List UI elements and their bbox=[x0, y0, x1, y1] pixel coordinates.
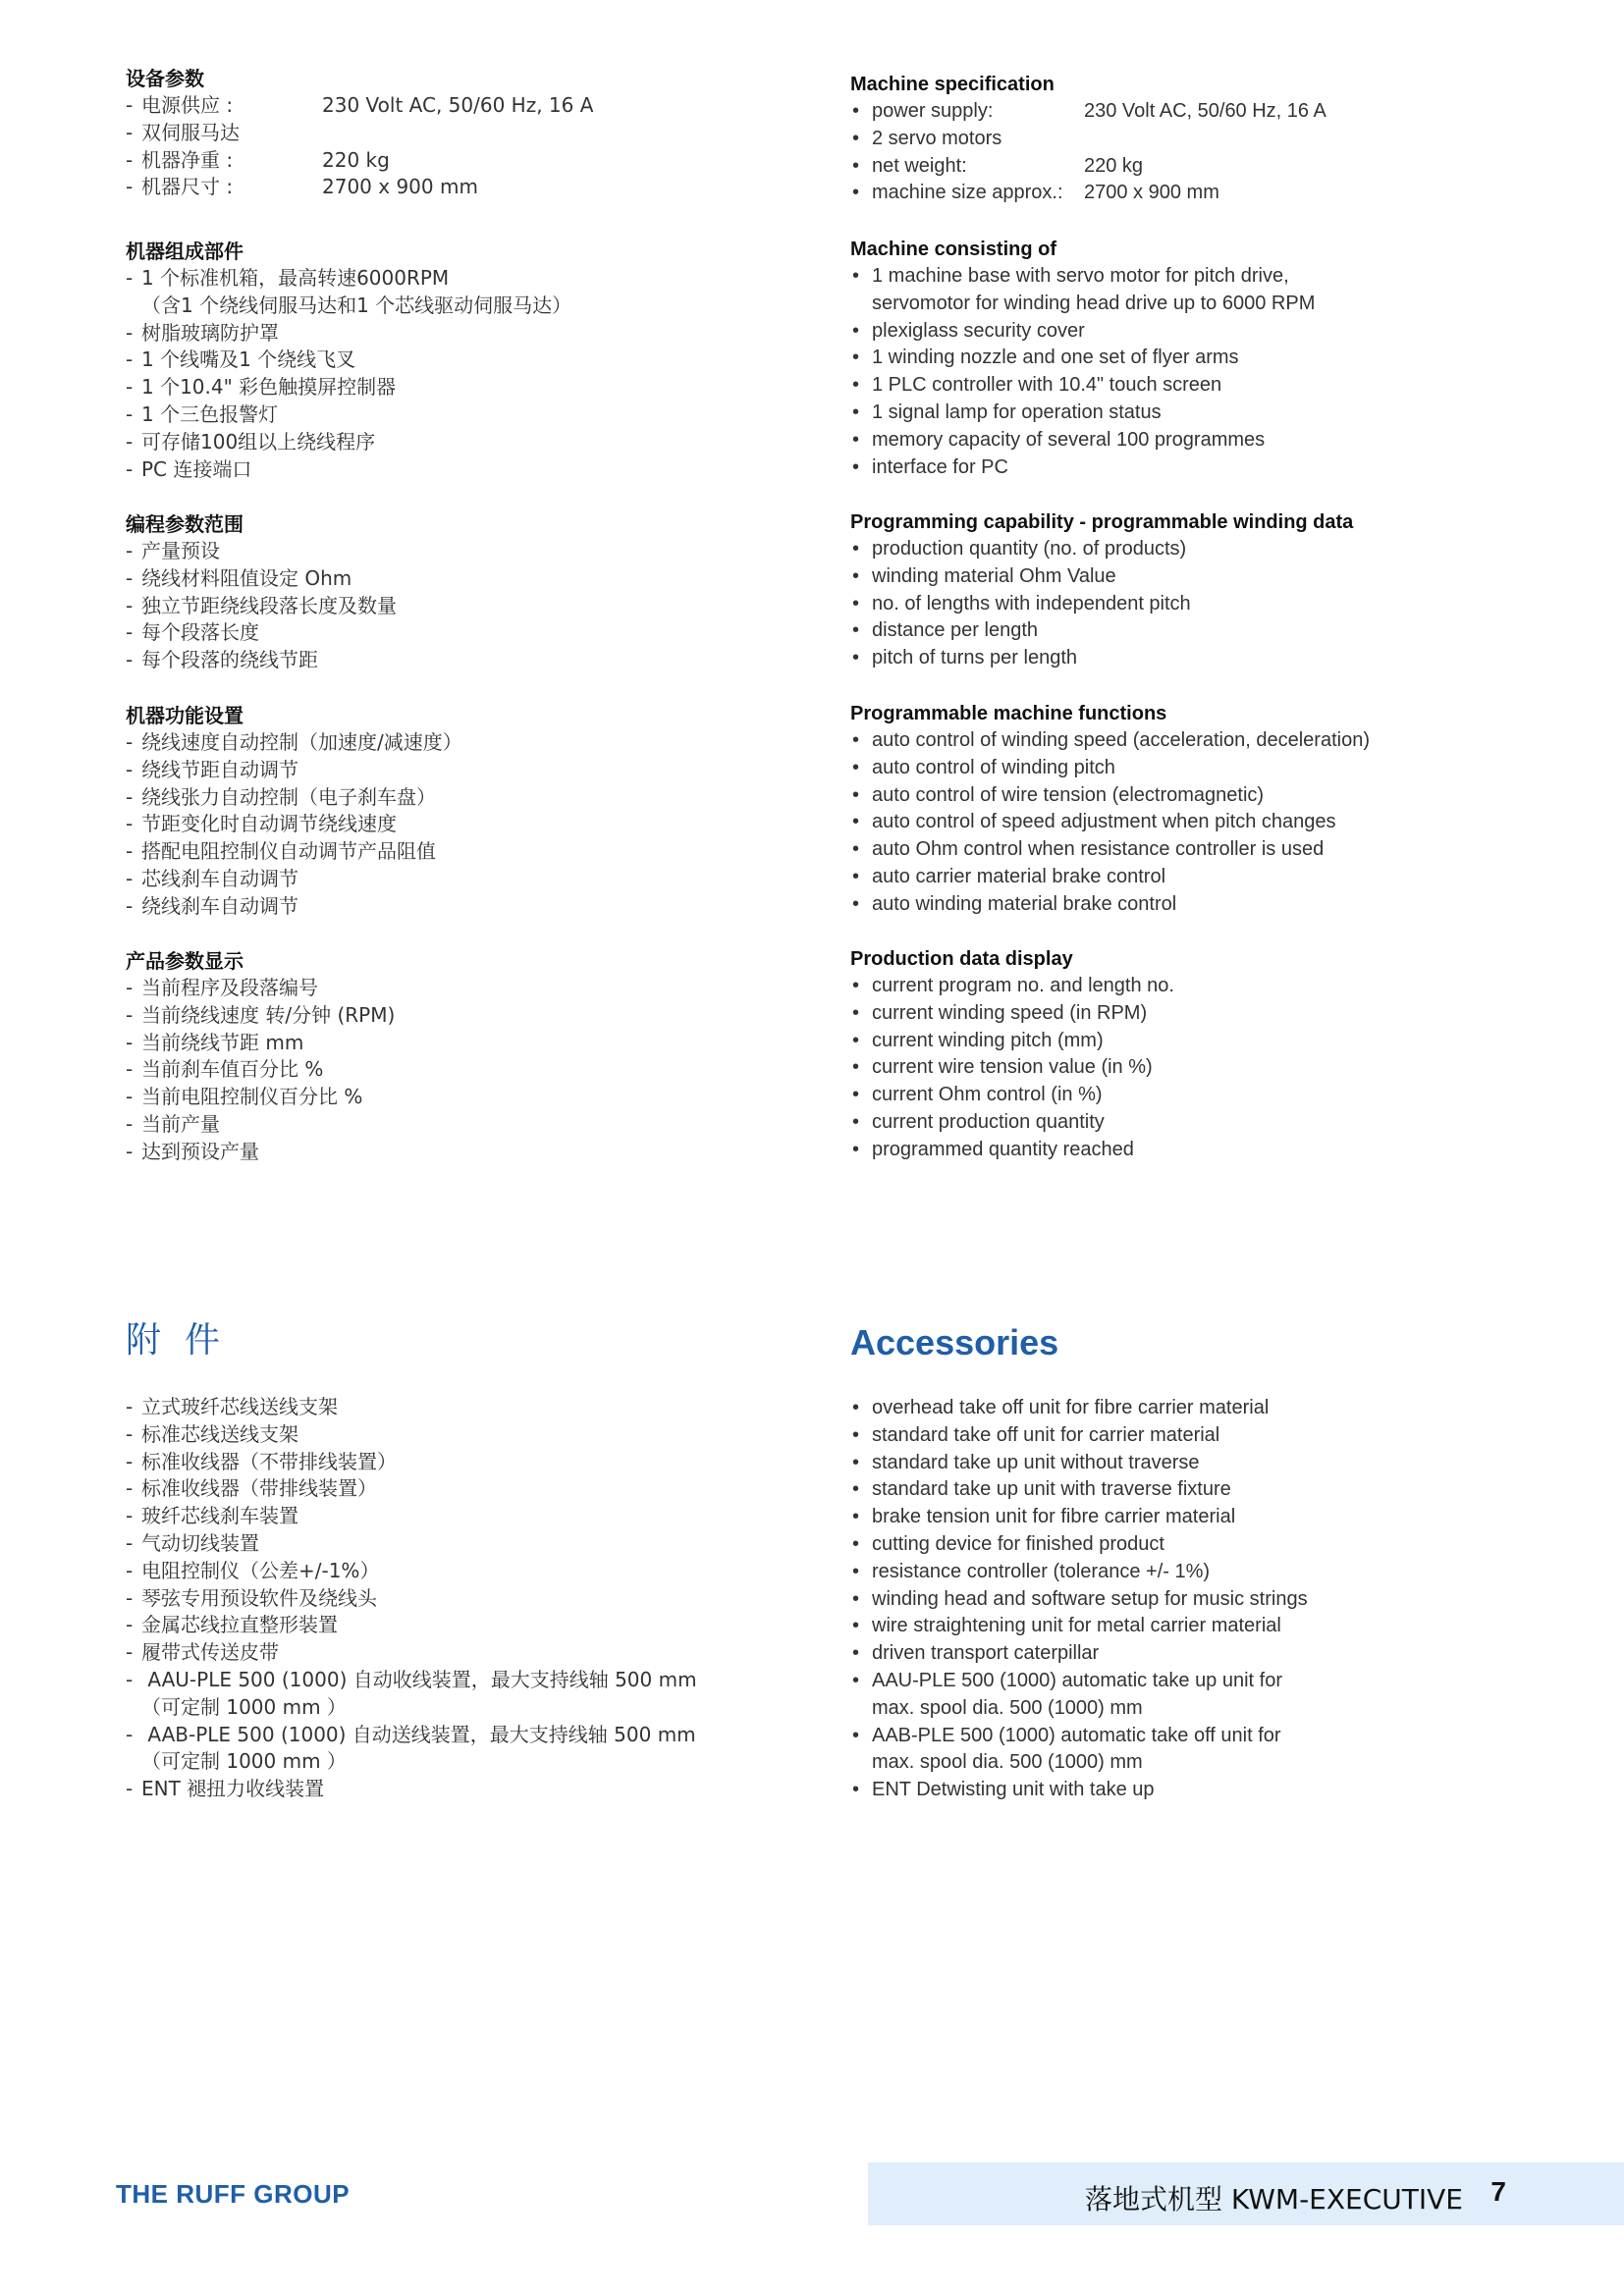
list-item: - 达到预设产量 bbox=[126, 1139, 259, 1163]
en-display-list bbox=[850, 973, 1538, 1164]
en-programming-list bbox=[850, 536, 1538, 672]
list-item: - 当前绕线节距 mm bbox=[126, 1030, 304, 1054]
list-item: • winding head and software setup for music strings bbox=[852, 1587, 1308, 1610]
en-specs-title: Machine specification bbox=[850, 74, 1055, 95]
list-item: • auto control of winding speed (acceleration, deceleration) bbox=[852, 729, 1370, 751]
en-programming-section bbox=[850, 508, 1538, 672]
en-functions-title: Programmable machine functions bbox=[850, 703, 1167, 724]
list-item: - 绕线刹车自动调节 bbox=[126, 893, 298, 918]
list-item: - 树脂玻璃防护罩 bbox=[126, 320, 279, 345]
list-item: - 当前程序及段落编号 bbox=[126, 976, 318, 999]
list-item: max. spool dia. 500 (1000) mm bbox=[872, 1696, 1143, 1719]
list-item: - 搭配电阻控制仪自动调节产品阻值 bbox=[126, 839, 436, 864]
list-item: - PC 连接端口 bbox=[126, 456, 252, 481]
list-item: • production quantity (no. of products) bbox=[852, 538, 1187, 560]
list-item: • standard take up unit with traverse fixture bbox=[852, 1478, 1231, 1501]
list-item: - 机器净重 : 220 kg bbox=[126, 147, 390, 172]
list-item: • auto control of speed adjustment when pitch changes bbox=[852, 811, 1336, 833]
cn-specs-title: 设备参数 bbox=[126, 67, 204, 90]
list-item: - 芯线刹车自动调节 bbox=[126, 866, 298, 890]
list-item: • AAB-PLE 500 (1000) automatic take off unit for bbox=[852, 1724, 1281, 1746]
list-item: • distance per length bbox=[852, 619, 1039, 642]
list-item: （可定制 1000 mm ） bbox=[141, 1749, 347, 1774]
list-item: • 2 servo motors bbox=[852, 127, 1002, 149]
list-item: - 琴弦专用预设软件及绕线头 bbox=[126, 1585, 377, 1610]
en-functions-list bbox=[850, 727, 1538, 919]
page-number: 7 bbox=[1490, 2176, 1506, 2207]
list-item: • 1 winding nozzle and one set of flyer arms bbox=[852, 347, 1239, 369]
list-item: • current Ohm control (in %) bbox=[852, 1084, 1103, 1106]
list-item: max. spool dia. 500 (1000) mm bbox=[872, 1751, 1143, 1774]
list-item: • current program no. and length no. bbox=[852, 975, 1174, 996]
cn-programming-title: 编程参数范围 bbox=[126, 512, 244, 536]
cn-specs-list bbox=[126, 92, 754, 201]
list-item: - 每个段落的绕线节距 bbox=[126, 648, 318, 672]
cn-functions-title: 机器功能设置 bbox=[126, 704, 244, 727]
list-item: • net weight: 220 kg bbox=[852, 154, 1144, 177]
list-item: • winding material Ohm Value bbox=[852, 564, 1116, 587]
list-item: - 电阻控制仪（公差+/-1%） bbox=[126, 1558, 380, 1582]
list-item: • programmed quantity reached bbox=[852, 1138, 1134, 1160]
cn-display-title: 产品参数显示 bbox=[126, 949, 244, 973]
list-item: • no. of lengths with independent pitch bbox=[852, 592, 1191, 614]
list-item: （可定制 1000 mm ） bbox=[141, 1694, 347, 1719]
en-display-title: Production data display bbox=[850, 948, 1073, 970]
list-item: - AAB-PLE 500 (1000) 自动送线装置，最大支持线轴 500 mm bbox=[126, 1722, 696, 1746]
list-item: • current production quantity bbox=[852, 1110, 1105, 1133]
en-accessories-title: Accessories bbox=[850, 1322, 1059, 1362]
list-item: - 节距变化时自动调节绕线速度 bbox=[126, 812, 397, 836]
en-specs-list bbox=[850, 98, 1538, 207]
list-item: - 当前刹车值百分比 % bbox=[126, 1057, 324, 1082]
list-item: • plexiglass security cover bbox=[852, 319, 1085, 342]
cn-accessories-section bbox=[126, 1394, 754, 1803]
list-item: - 1 个线嘴及1 个绕线飞叉 bbox=[126, 347, 356, 372]
en-consisting-section bbox=[850, 236, 1538, 481]
list-item: • pitch of turns per length bbox=[852, 647, 1078, 669]
list-item: • standard take off unit for carrier material bbox=[852, 1423, 1220, 1446]
list-item: • current winding pitch (mm) bbox=[852, 1029, 1104, 1051]
list-item: • 1 PLC controller with 10.4" touch screen bbox=[852, 374, 1222, 397]
list-item: - 绕线材料阻值设定 Ohm bbox=[126, 565, 352, 590]
list-item: • 1 signal lamp for operation status bbox=[852, 400, 1162, 423]
list-item: - 1 个三色报警灯 bbox=[126, 401, 279, 426]
list-item: - 绕线张力自动控制（电子刹车盘） bbox=[126, 784, 436, 809]
list-item: • auto winding material brake control bbox=[852, 892, 1177, 915]
list-item: • machine size approx.: 2700 x 900 mm bbox=[852, 182, 1219, 204]
list-item: - 玻纤芯线刹车装置 bbox=[126, 1504, 298, 1528]
list-item: - 当前产量 bbox=[126, 1111, 220, 1136]
list-item: - 气动切线装置 bbox=[126, 1530, 259, 1555]
list-item: - 标准收线器（带排线装置） bbox=[126, 1476, 377, 1501]
footer-bar bbox=[868, 2163, 1624, 2225]
list-item: servomotor for winding head drive up to 6000 RPM bbox=[872, 292, 1316, 314]
list-item: • overhead take off unit for fibre carrier material bbox=[852, 1397, 1270, 1418]
list-item: - ENT 褪扭力收线装置 bbox=[126, 1777, 325, 1801]
list-item: - 可存储100组以上绕线程序 bbox=[126, 429, 376, 454]
list-item: • current winding speed (in RPM) bbox=[852, 1001, 1148, 1024]
en-display-section bbox=[850, 945, 1538, 1164]
cn-consisting-list bbox=[126, 265, 754, 483]
list-item: - 当前电阻控制仪百分比 % bbox=[126, 1085, 363, 1109]
list-item: • power supply: 230 Volt AC, 50/60 Hz, 16 A bbox=[852, 100, 1326, 122]
list-item: • AAU-PLE 500 (1000) automatic take up unit for bbox=[852, 1669, 1283, 1691]
en-accessories-section bbox=[850, 1395, 1538, 1804]
en-consisting-title: Machine consisting of bbox=[850, 239, 1057, 260]
cn-programming-section bbox=[126, 510, 754, 674]
brand-logo-text: THE RUFF GROUP bbox=[116, 2179, 351, 2209]
en-consisting-list bbox=[850, 263, 1538, 481]
list-item: - 立式玻纤芯线送线支架 bbox=[126, 1395, 338, 1418]
list-item: - 独立节距绕线段落长度及数量 bbox=[126, 593, 397, 617]
list-item: • memory capacity of several 100 programmes bbox=[852, 428, 1266, 451]
footer-title: 落地式机型 KWM-EXECUTIVE bbox=[1084, 2183, 1463, 2216]
en-functions-section bbox=[850, 700, 1538, 919]
cn-functions-list bbox=[126, 729, 754, 921]
list-item: • ENT Detwisting unit with take up bbox=[852, 1779, 1155, 1801]
list-item: - 1 个标准机箱，最高转速6000RPM bbox=[126, 266, 450, 290]
cn-consisting-section bbox=[126, 238, 754, 483]
list-item: • wire straightening unit for metal carrier material bbox=[852, 1615, 1281, 1637]
list-item: • driven transport caterpillar bbox=[852, 1642, 1100, 1665]
cn-specs-section bbox=[126, 65, 754, 201]
list-item: - 双伺服马达 bbox=[126, 120, 240, 144]
list-item: - 当前绕线速度 转/分钟 (RPM) bbox=[126, 1002, 396, 1027]
list-item: - 产量预设 bbox=[126, 539, 220, 562]
list-item: • auto carrier material brake control bbox=[852, 865, 1166, 887]
list-item: （含1 个绕线伺服马达和1 个芯线驱动伺服马达） bbox=[141, 293, 572, 317]
list-item: • auto Ohm control when resistance controller is used bbox=[852, 838, 1325, 861]
en-specs-section bbox=[850, 71, 1538, 207]
list-item: - 绕线节距自动调节 bbox=[126, 757, 298, 781]
en-accessories-list bbox=[850, 1395, 1538, 1804]
list-item: • resistance controller (tolerance +/- 1%) bbox=[852, 1560, 1211, 1582]
cn-display-section bbox=[126, 947, 754, 1166]
cn-consisting-title: 机器组成部件 bbox=[126, 240, 244, 263]
list-item: - 标准芯线送线支架 bbox=[126, 1421, 298, 1446]
list-item: • 1 machine base with servo motor for pitch drive, bbox=[852, 265, 1289, 287]
list-item: • cutting device for finished product bbox=[852, 1532, 1164, 1555]
cn-display-list bbox=[126, 975, 754, 1166]
list-item: - 标准收线器（不带排线装置） bbox=[126, 1449, 397, 1473]
list-item: • current wire tension value (in %) bbox=[852, 1056, 1153, 1079]
list-item: • interface for PC bbox=[852, 455, 1008, 478]
list-item: - 绕线速度自动控制（加速度/减速度） bbox=[126, 730, 462, 754]
list-item: - 每个段落长度 bbox=[126, 620, 259, 645]
list-item: - 电源供应 : 230 Volt AC, 50/60 Hz, 16 A bbox=[126, 93, 594, 117]
list-item: • auto control of winding pitch bbox=[852, 756, 1115, 778]
list-item: • brake tension unit for fibre carrier material bbox=[852, 1506, 1236, 1528]
list-item: • auto control of wire tension (electromagnetic) bbox=[852, 783, 1265, 806]
cn-functions-section bbox=[126, 702, 754, 921]
list-item: - 1 个10.4" 彩色触摸屏控制器 bbox=[126, 375, 397, 400]
list-item: • standard take up unit without traverse bbox=[852, 1451, 1200, 1473]
list-item: - 履带式传送皮带 bbox=[126, 1640, 279, 1665]
list-item: - 机器尺寸 : 2700 x 900 mm bbox=[126, 175, 478, 199]
cn-programming-list bbox=[126, 538, 754, 674]
cn-accessories-list bbox=[126, 1394, 754, 1803]
cn-accessories-title: 附件 bbox=[126, 1320, 244, 1361]
list-item: - 金属芯线拉直整形装置 bbox=[126, 1613, 338, 1637]
en-programming-title: Programming capability - programmable winding data bbox=[850, 511, 1354, 533]
list-item: - AAU-PLE 500 (1000) 自动收线装置，最大支持线轴 500 mm bbox=[126, 1667, 697, 1691]
